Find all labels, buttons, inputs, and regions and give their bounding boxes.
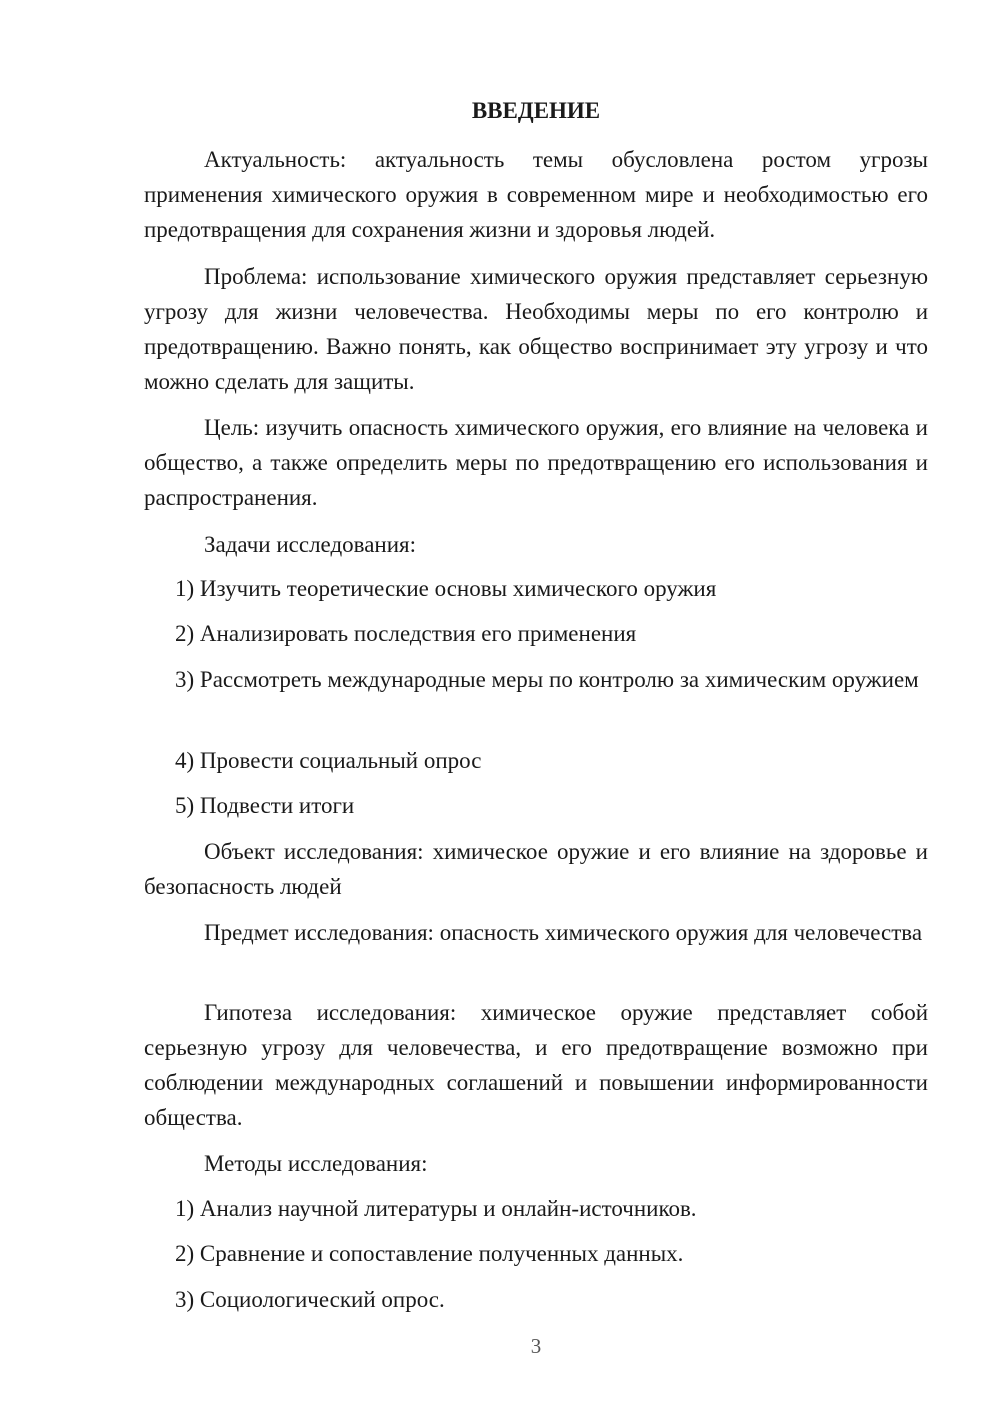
paragraph-relevance: Актуальность: актуальность темы обусловлена ростом угрозы применения химического оружия в современном мире и необходимостью его предотвращения для сохранения жизни и здоровья людей. <box>144 147 928 242</box>
list-item-method-3: 3) Социологический опрос. <box>175 1287 445 1312</box>
list-item-task-2: 2) Анализировать последствия его применения <box>175 621 637 646</box>
paragraph-goal: Цель: изучить опасность химического оружия, его влияние на человека и общество, а также определить меры по предотвращению его использования и распространения. <box>144 415 928 510</box>
list-item-task-3: 3) Рассмотреть международные меры по контролю за химическим оружием <box>175 667 919 692</box>
list-item-method-1: 1) Анализ научной литературы и онлайн-источников. <box>175 1196 697 1221</box>
paragraph-tasks-heading: Задачи исследования: <box>204 532 417 557</box>
paragraph-hypothesis: Гипотеза исследования: химическое оружие представляет собой серьезную угрозу для человечества, и его предотвращение возможно при соблюдении международных соглашений и повышении информированности общества. <box>144 1000 928 1130</box>
list-item-method-2: 2) Сравнение и сопоставление полученных данных. <box>175 1241 684 1266</box>
page-number: 3 <box>530 1334 542 1358</box>
paragraph-object: Объект исследования: химическое оружие и его влияние на здоровье и безопасность людей <box>144 839 928 899</box>
list-item-task-5: 5) Подвести итоги <box>175 793 355 818</box>
paragraph-problem: Проблема: использование химического оружия представляет серьезную угрозу для жизни человечества. Необходимы меры по его контролю и предотвращению. Важно понять, как общество воспринимает эту угрозу и что можно сделать для защиты. <box>144 264 928 394</box>
list-item-task-1: 1) Изучить теоретические основы химического оружия <box>175 576 717 601</box>
page-title: ВВЕДЕНИЕ <box>471 98 601 123</box>
paragraph-methods-heading: Методы исследования: <box>204 1151 428 1176</box>
paragraph-subject: Предмет исследования: опасность химического оружия для человечества <box>204 920 923 945</box>
list-item-task-4: 4) Провести социальный опрос <box>175 748 482 773</box>
